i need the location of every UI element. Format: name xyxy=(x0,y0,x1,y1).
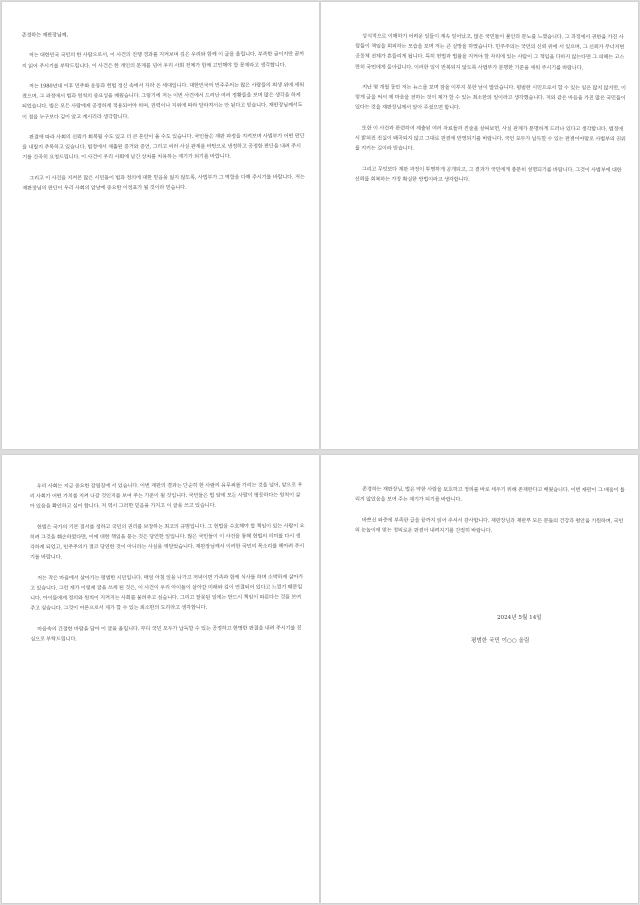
paragraph: 마음속의 간절한 바람을 담아 이 글을 올립니다. 부디 국민 모두가 납득할 수 있는 공정하고 현명한 판결을 내려 주시기를 진심으로 부탁드립니다. xyxy=(30,625,302,643)
letter-signature: 평범한 국민 이○○ 올림 xyxy=(471,638,530,644)
paragraph: 판결에 따라 사회의 신뢰가 회복될 수도 있고 더 큰 혼란이 올 수도 있습니다. 국민들은 재판 과정을 지켜보며 사법부가 어떤 판단을 내릴지 주목하고 있습니다. 법정에서 제출된 증거와 증언, 그리고 여러 사실 관계를 바탕으로 냉정하고 공정한 판단을 내려 주시기를 간곡히 요청드립니다. 이 사건이 우리 사회에 남긴 상처를 치유하는 계기가 되기를 바랍니다. xyxy=(22,133,305,162)
page-4-text xyxy=(355,485,626,537)
salutation: 존경하는 재판장님께, xyxy=(21,32,68,39)
page-3-text xyxy=(30,480,306,644)
letter-page-1 xyxy=(2,2,319,449)
page-2-text xyxy=(355,32,627,186)
paragraph: 상식적으로 이해하기 어려운 일들이 계속 일어났고, 많은 국민들이 불안과 분노를 느꼈습니다. 그 과정에서 권한을 가진 사람들이 책임을 회피하는 모습을 보며 저는 큰 실망을 하였습니다. 민주주의는 국민의 신뢰 위에 서 있으며, 그 신뢰가 무너지면 공동체 전체가 흔들리게 됩니다. 특히 헌법과 법률을 지켜야 할 자리에 있는 사람이 그 책임을 다하지 않는다면 그 피해는 고스란히 국민에게 돌아갑니다. 이러한 일이 반복되지 않도록 사법부가 분명한 기준을 세워 주시기를 바랍니다. xyxy=(355,33,625,71)
paragraph: 그리고 무엇보다 재판 과정이 투명하게 공개되고, 그 결과가 국민에게 충분히 설명되기를 바랍니다. 그것이 사법부에 대한 신뢰를 회복하는 가장 확실한 방법이라고 생각합니다. xyxy=(354,166,622,183)
paragraph: 저는 작은 마을에서 살아가는 평범한 시민입니다. 매일 아침 일을 나가고 저녁이면 가족과 함께 식사를 하며 소박하게 살아가고 있습니다. 그런 제가 이렇게 글을 쓰게 된 것은, 이 사건이 우리 아이들이 살아갈 미래와 깊이 연결되어 있다고 느꼈기 때문입니다. 아이들에게 정의와 원칙이 지켜지는 사회를 물려주고 싶습니다. 그리고 잘못된 일에는 반드시 책임이 따른다는 것을 보여 주고 싶습니다. 그것이 어른으로서 제가 할 수 있는 최소한의 도리라고 생각합니다. xyxy=(30,574,304,613)
paragraph: 저는 대한민국 국민의 한 사람으로서, 이 사건의 진행 경과를 지켜보며 깊은 우려와 함께 이 글을 올립니다. 부족한 글이지만 끝까지 읽어 주시기를 부탁드립니다. 이 사건은 한 개인의 문제를 넘어 우리 사회 전체가 함께 고민해야 할 문제라고 생각합니다. xyxy=(21,51,305,70)
letter-date: 2024년 5월 14일 xyxy=(497,615,542,621)
letter-page-4 xyxy=(321,455,638,903)
letter-page-3 xyxy=(2,455,319,903)
paragraph: 바쁘신 와중에 부족한 글을 끝까지 읽어 주셔서 감사합니다. 재판장님과 재판부 모든 분들의 건강과 평안을 기원하며, 국민의 눈높이에 맞는 정의로운 판결이 내려지기를 간절히 바랍니다. xyxy=(354,517,624,534)
paragraph: 지난 몇 개월 동안 저는 뉴스를 보며 잠을 이루지 못한 날이 많았습니다. 평범한 시민으로서 할 수 있는 일은 많지 않지만, 이렇게 글을 써서 제 마음을 전하는 것이 제가 할 수 있는 최소한의 일이라고 생각했습니다. 저와 같은 마음을 가진 많은 국민들이 있다는 것을 재판장님께서 알아 주셨으면 합니다. xyxy=(354,84,626,112)
paragraph: 저는 1980년대 이후 민주화 운동과 헌법 정신 속에서 자라 온 세대입니다. 대한민국의 민주주의는 많은 사람들의 희생 위에 세워졌으며, 그 과정에서 법과 원칙의 중요성을 배웠습니다. 그렇기에 저는 이번 사건에서 드러난 여러 정황들을 보며 많은 생각을 하게 되었습니다. 법은 모든 사람에게 공정하게 적용되어야 하며, 권력이나 지위에 따라 달라져서는 안 된다고 믿습니다. 재판장님께서도 이 점을 누구보다 깊이 알고 계시리라 생각합니다. xyxy=(21,82,305,121)
paragraph: 또한 이 사건과 관련하여 제출된 여러 자료들과 진술을 살펴보면, 사실 관계가 분명하게 드러나 있다고 생각합니다. 법정에서 밝혀진 진실이 왜곡되지 않고 그대로 판결에 반영되기를 바랍니다. 국민 모두가 납득할 수 있는 판결이야말로 사법부의 권위를 지키는 길이라 믿습니다. xyxy=(354,125,626,152)
letter-page-2 xyxy=(321,2,638,449)
paragraph: 우리 사회는 지금 중요한 갈림길에 서 있습니다. 이번 재판의 결과는 단순히 한 사람의 유무죄를 가리는 것을 넘어, 앞으로 우리 사회가 어떤 가치를 지켜 나갈 것인지를 보여 주는 기준이 될 것입니다. 국민들은 법 앞에 모든 사람이 평등하다는 원칙이 살아 있음을 확인하고 싶어 합니다. 저 역시 그러한 믿음을 가지고 이 글을 쓰고 있습니다. xyxy=(29,482,303,511)
paragraph: 헌법은 국가의 기본 질서를 정하고 국민의 권리를 보장하는 최고의 규범입니다. 그 헌법을 수호해야 할 책임이 있는 사람이 오히려 그것을 훼손하였다면, 이에 대한 책임을 묻는 것은 당연한 일입니다. 많은 국민들이 이 사건을 통해 헌법의 의미를 다시 생각하게 되었고, 민주주의가 결코 당연한 것이 아니라는 사실을 깨달았습니다. 재판장님께서 이러한 국민의 목소리를 헤아려 주시기를 바랍니다. xyxy=(29,523,305,562)
paragraph: 존경하는 재판장님, 법은 약한 사람을 보호하고 정의를 바로 세우기 위해 존재한다고 배웠습니다. 이번 재판이 그 배움이 틀리지 않았음을 보여 주는 계기가 되기를 바랍니다. xyxy=(355,486,625,504)
paragraph: 그리고 이 사건을 지켜본 많은 시민들이 법과 정의에 대한 믿음을 잃지 않도록, 사법부가 그 역할을 다해 주시기를 바랍니다. 저는 재판장님의 판단이 우리 사회의 앞날에 중요한 이정표가 될 것이라 믿습니다. xyxy=(22,174,305,192)
page-1-text xyxy=(22,29,306,193)
